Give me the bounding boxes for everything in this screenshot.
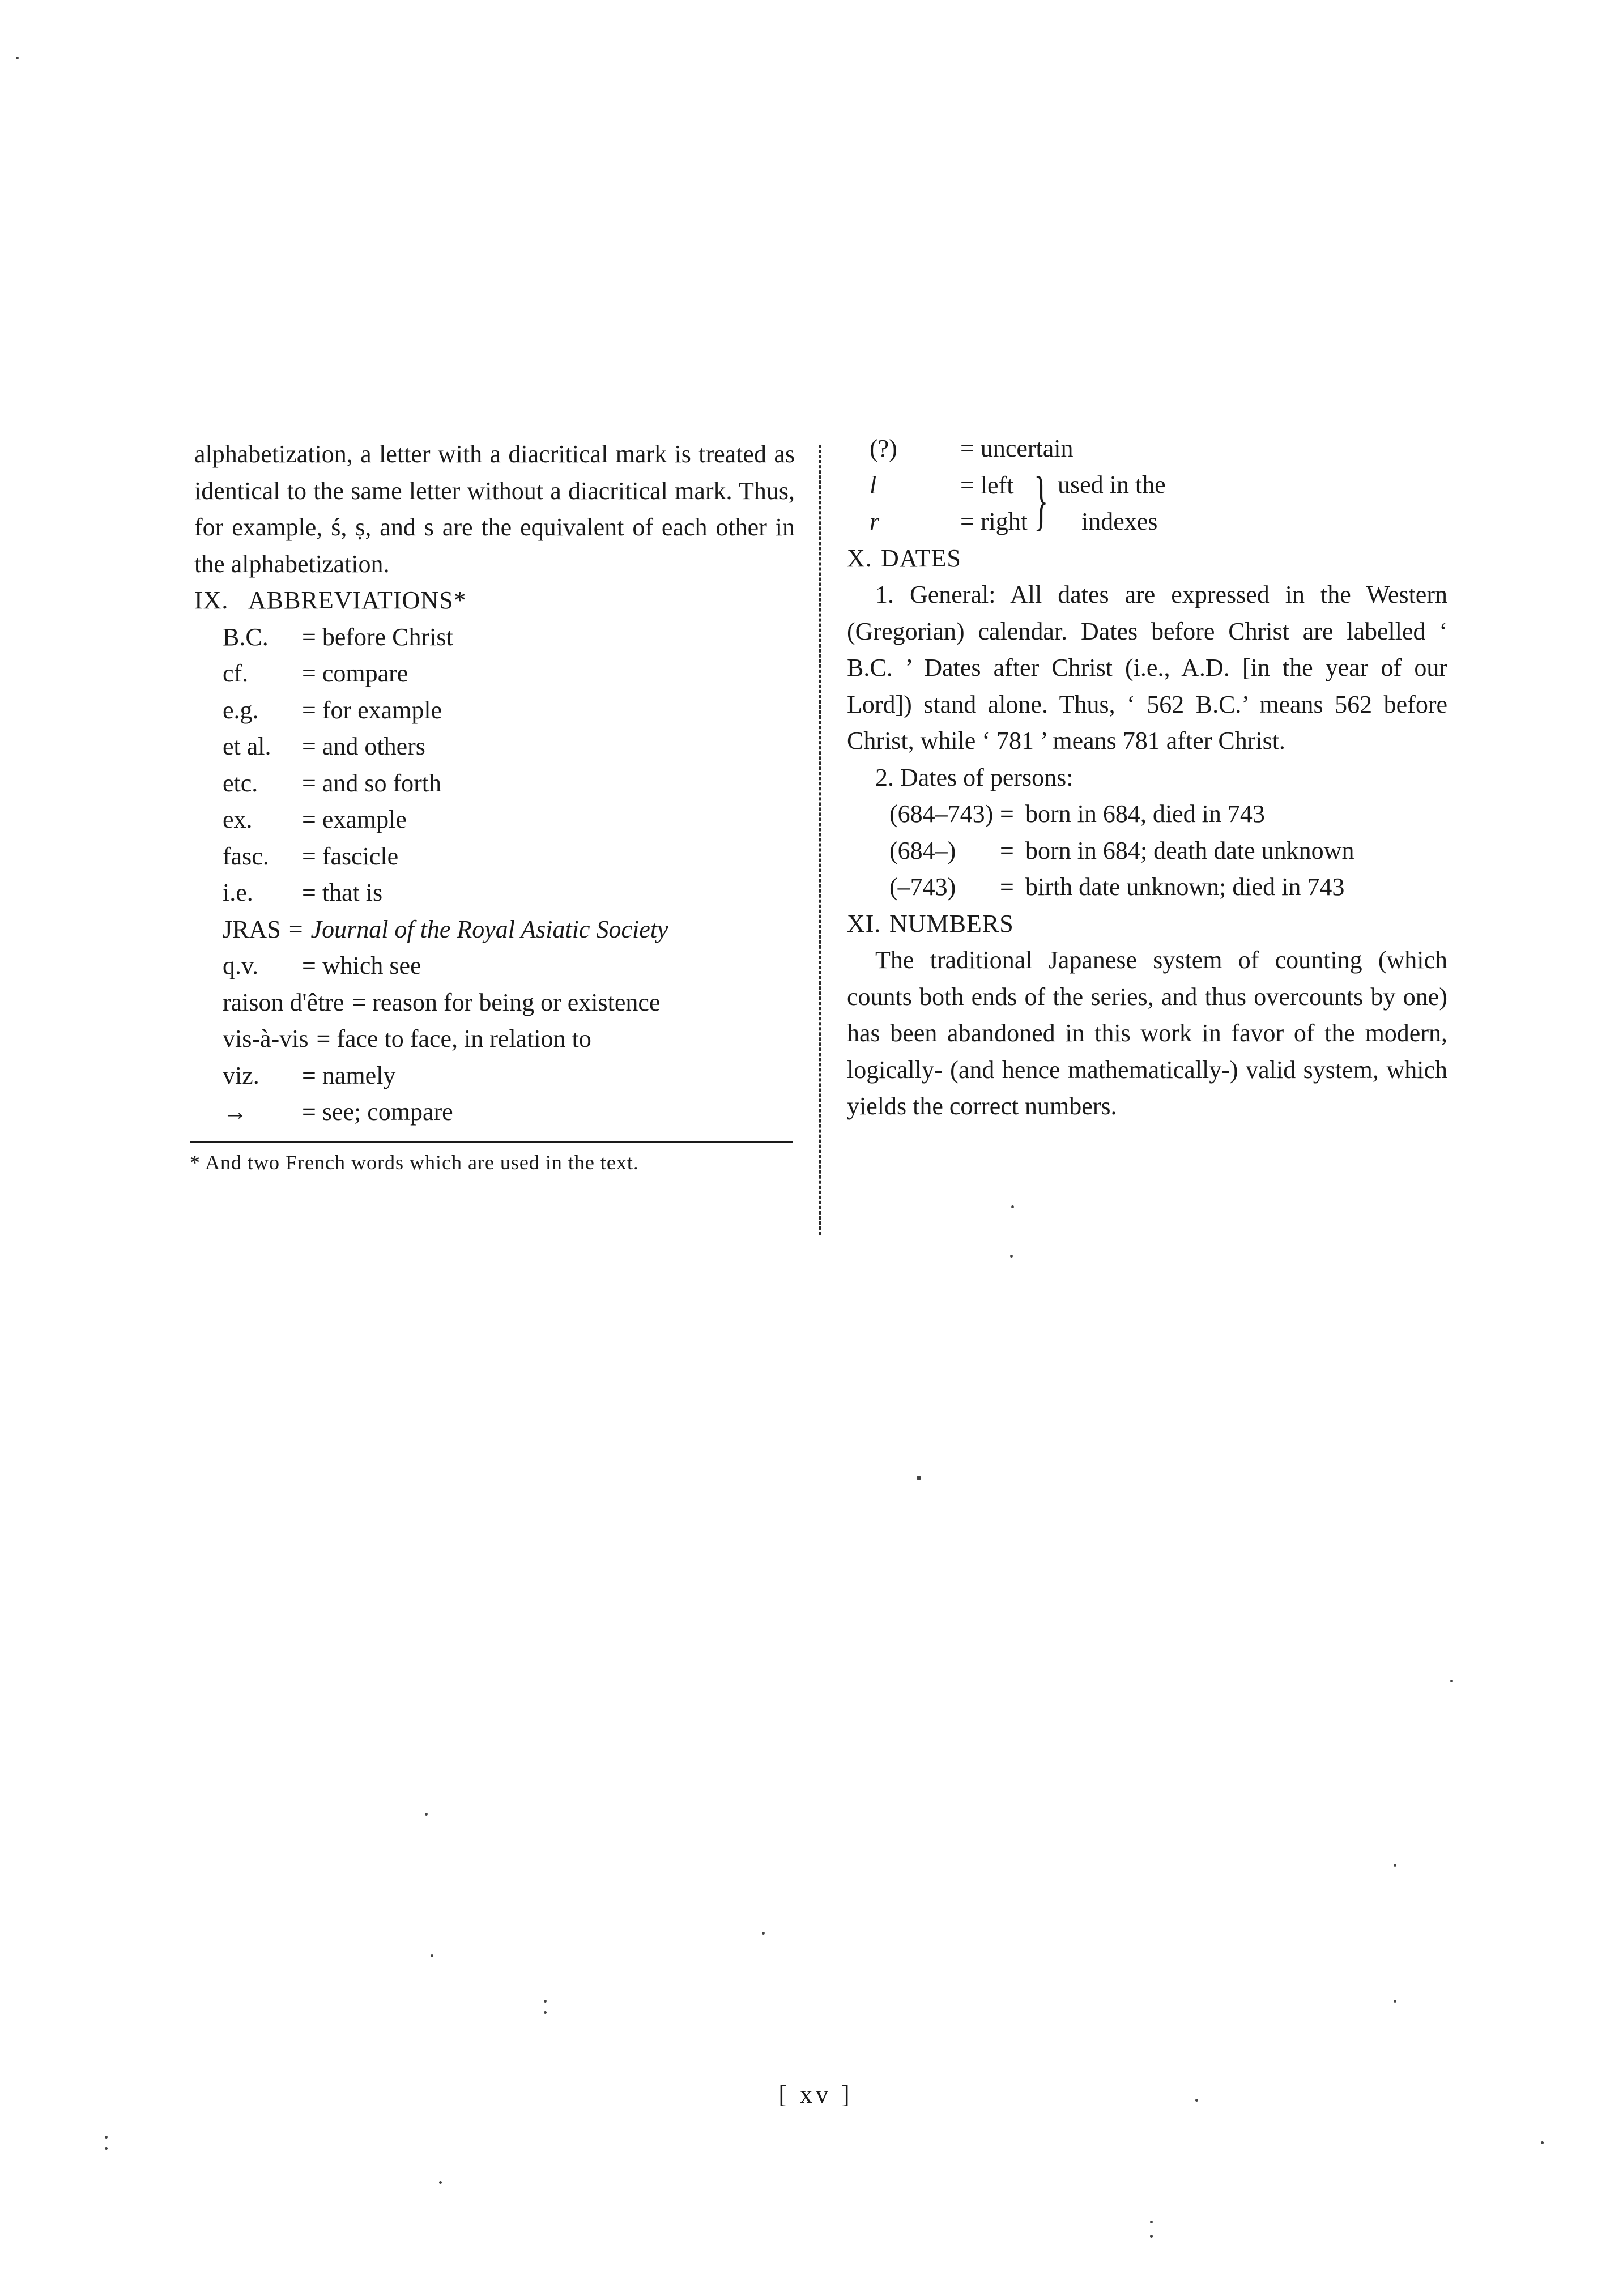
section-ix-number: IX. bbox=[194, 586, 229, 614]
abbreviation-term: viz. bbox=[223, 1061, 259, 1089]
abbreviation-row-jras bbox=[194, 911, 795, 948]
person-date-row bbox=[847, 796, 1447, 833]
abbreviation-term: JRAS bbox=[223, 915, 281, 943]
footnote: * And two French words which are used in the text. bbox=[190, 1151, 639, 1174]
footnote-rule bbox=[190, 1141, 793, 1143]
abbreviation-row-raison bbox=[194, 985, 795, 1021]
scan-speck bbox=[16, 57, 19, 59]
section-x-heading bbox=[847, 540, 1447, 577]
scan-speck bbox=[1150, 2221, 1153, 2223]
date-meaning: birth date unknown; died in 743 bbox=[1025, 873, 1345, 901]
scan-speck bbox=[1011, 1205, 1014, 1208]
abbreviation-row bbox=[194, 655, 795, 692]
date-range: (684–743) bbox=[889, 800, 994, 828]
abbreviation-term: vis-à-vis bbox=[223, 1025, 309, 1053]
abbreviation-term: et al. bbox=[223, 732, 271, 760]
date-meaning: born in 684, died in 743 bbox=[1025, 800, 1265, 828]
scan-speck bbox=[544, 2011, 547, 2014]
abbreviation-definition: = namely bbox=[302, 1061, 396, 1089]
abbreviation-definition: = face to face, in relation to bbox=[316, 1025, 591, 1053]
date-range: (684–) bbox=[889, 836, 956, 864]
scan-speck bbox=[917, 1476, 921, 1480]
marks-note-line1: used in the bbox=[1058, 471, 1166, 499]
dates-persons-heading: 2. Dates of persons: bbox=[875, 763, 1074, 791]
scan-speck bbox=[1394, 1864, 1396, 1867]
scan-speck bbox=[544, 2000, 547, 2003]
mark-meaning: = uncertain bbox=[960, 435, 1074, 462]
abbreviation-term: q.v. bbox=[223, 952, 259, 979]
abbreviation-term: raison d'être bbox=[223, 988, 344, 1016]
numbers-paragraph: The traditional Japanese system of counting (which counts both ends of the series, and thus overcounts by one) has been abandoned in this work in favor of the modern, logically- (and hence mathematically-) valid system, which yields the correct numbers. bbox=[847, 946, 1447, 1120]
left-column bbox=[190, 436, 795, 1177]
mark-symbol: (?) bbox=[870, 435, 897, 462]
section-xi-heading bbox=[847, 906, 1447, 943]
person-date-row bbox=[847, 833, 1447, 870]
abbreviation-definition: = and so forth bbox=[302, 769, 441, 797]
abbreviation-term: fasc. bbox=[223, 842, 269, 870]
abbreviation-term: B.C. bbox=[223, 623, 269, 651]
abbreviation-definition: = see; compare bbox=[302, 1098, 453, 1126]
person-date-row bbox=[847, 869, 1447, 906]
scan-speck bbox=[1394, 2000, 1396, 2003]
scan-speck bbox=[1541, 2141, 1544, 2144]
abbreviation-term: e.g. bbox=[223, 696, 259, 724]
scan-speck bbox=[439, 2181, 442, 2184]
mark-meaning: = left bbox=[960, 471, 1014, 499]
abbreviation-definition: = that is bbox=[302, 879, 383, 906]
right-column bbox=[847, 431, 1447, 1125]
equals-sign: = bbox=[1000, 836, 1014, 864]
date-meaning: born in 684; death date unknown bbox=[1025, 836, 1354, 864]
abbreviation-definition: = reason for being or existence bbox=[352, 988, 661, 1016]
abbreviation-row bbox=[194, 619, 795, 656]
abbreviation-definition: = compare bbox=[302, 659, 408, 687]
abbreviation-row bbox=[194, 765, 795, 802]
section-ix-heading bbox=[194, 582, 795, 619]
scan-speck bbox=[105, 2147, 108, 2150]
mark-symbol: r bbox=[870, 508, 880, 535]
abbreviation-row bbox=[194, 1094, 795, 1131]
abbreviation-term: i.e. bbox=[223, 879, 253, 906]
abbreviation-definition: = for example bbox=[302, 696, 442, 724]
journal-title: Journal of the Royal Asiatic Society bbox=[310, 915, 668, 943]
abbreviation-definition: = example bbox=[302, 806, 407, 833]
section-ix-title: ABBREVIATIONS* bbox=[248, 586, 467, 614]
date-range: (–743) bbox=[889, 873, 956, 901]
scan-speck bbox=[105, 2136, 108, 2139]
brace-icon: } bbox=[1034, 463, 1049, 537]
scan-speck bbox=[1450, 1680, 1453, 1682]
section-x-number: X. bbox=[847, 544, 872, 572]
marks-note-line2: indexes bbox=[1081, 507, 1158, 535]
abbreviation-definition: = fascicle bbox=[302, 842, 399, 870]
abbreviation-definition: = which see bbox=[302, 952, 421, 979]
equals-sign: = bbox=[1000, 873, 1014, 901]
abbreviation-row bbox=[194, 729, 795, 765]
abbreviation-row bbox=[194, 838, 795, 875]
intro-paragraph: alphabetization, a letter with a diacritical mark is treated as identical to the same letter without a diacritical mark. Thus, for example, ś, ṣ, and s are the equivalent of each other in the alphabetization. bbox=[194, 440, 795, 578]
section-xi-title: NUMBERS bbox=[889, 909, 1014, 938]
scan-speck bbox=[1150, 2235, 1153, 2238]
mark-symbol: l bbox=[870, 471, 877, 499]
column-divider bbox=[819, 445, 821, 1235]
equals-sign: = bbox=[288, 915, 303, 943]
abbreviations-list bbox=[194, 619, 795, 1131]
scan-speck bbox=[762, 1932, 765, 1935]
index-marks bbox=[847, 431, 1447, 540]
abbreviation-definition: = before Christ bbox=[302, 623, 453, 651]
scan-speck bbox=[425, 1813, 428, 1816]
scan-speck bbox=[1010, 1255, 1013, 1258]
abbreviation-term: etc. bbox=[223, 769, 258, 797]
abbreviation-term: ex. bbox=[223, 806, 253, 833]
mark-row bbox=[847, 431, 1447, 467]
abbreviation-definition: = and others bbox=[302, 732, 425, 760]
equals-sign: = bbox=[1000, 800, 1014, 828]
section-xi-number: XI. bbox=[847, 909, 881, 938]
scan-speck bbox=[1195, 2099, 1198, 2102]
abbreviation-row bbox=[194, 802, 795, 838]
abbreviation-row bbox=[194, 875, 795, 911]
section-x-title: DATES bbox=[881, 544, 961, 572]
arrow-icon: → bbox=[223, 1098, 248, 1126]
scan-speck bbox=[431, 1954, 433, 1957]
abbreviation-row bbox=[194, 692, 795, 729]
person-dates-list bbox=[847, 796, 1447, 906]
abbreviation-row bbox=[194, 1058, 795, 1094]
dates-general-paragraph: 1. General: All dates are expressed in the Western (Gregorian) calendar. Dates before Christ are labelled ‘ B.C. ’ Dates after Christ (i.e., A.D. [in the year of our Lord]) stand alone. Thus, ‘ 562 B.C.’ means 562 before Christ, while ‘ 781 ’ means 781 after Christ. bbox=[847, 581, 1447, 755]
abbreviation-term: cf. bbox=[223, 659, 249, 687]
abbreviation-row bbox=[194, 948, 795, 985]
abbreviation-row-vis bbox=[194, 1021, 795, 1058]
mark-meaning: = right bbox=[960, 508, 1028, 535]
page-number: [ xv ] bbox=[778, 2081, 853, 2108]
